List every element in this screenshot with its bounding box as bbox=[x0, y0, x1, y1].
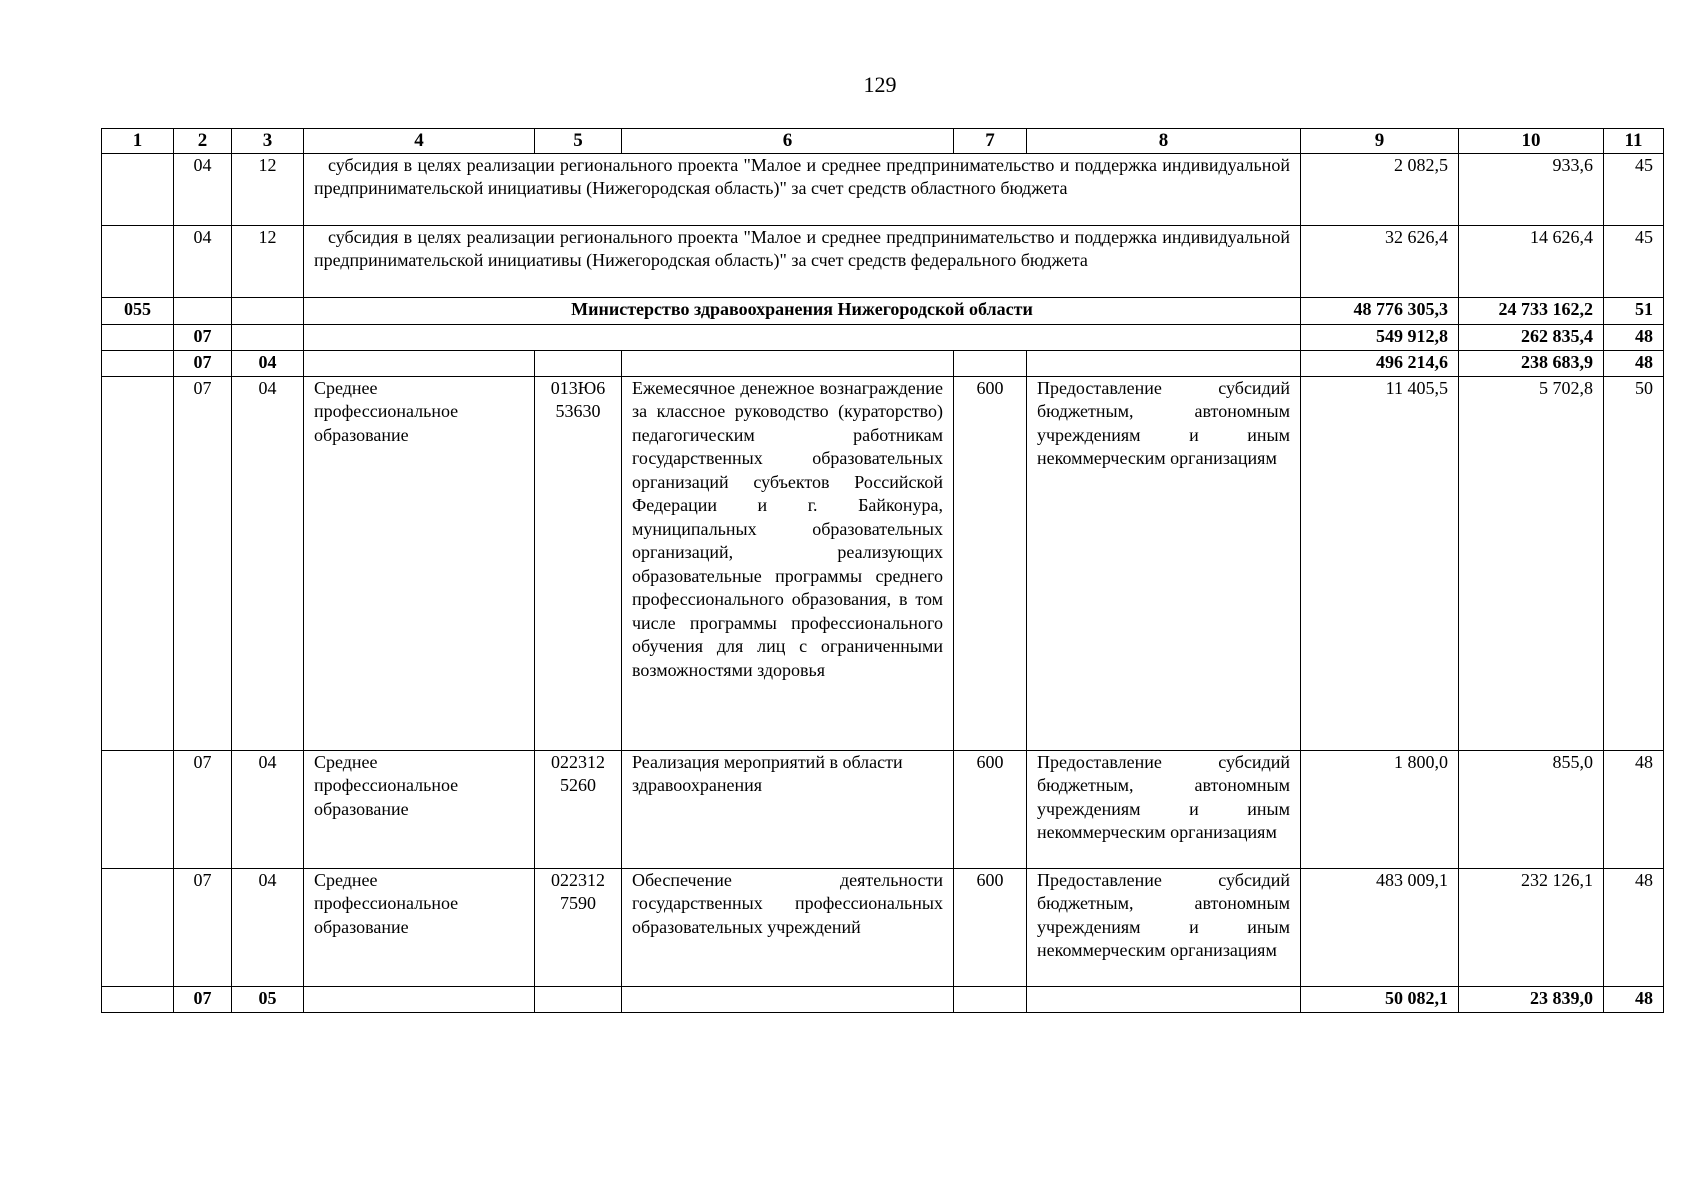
cell-subsection: 04 bbox=[232, 868, 304, 986]
header-cell: 6 bbox=[622, 129, 954, 154]
cell-percent: 48 bbox=[1604, 324, 1664, 350]
cell-expense-name: Предоставление субсидий бюджетным, автономным учреждениям и иным некоммерческим организациям bbox=[1027, 868, 1301, 986]
cell-percent: 48 bbox=[1604, 350, 1664, 376]
header-cell: 1 bbox=[102, 129, 174, 154]
cell-amount-plan: 32 626,4 bbox=[1301, 225, 1459, 297]
cell bbox=[232, 324, 304, 350]
table-row bbox=[102, 225, 1664, 297]
cell-percent: 48 bbox=[1604, 986, 1664, 1012]
cell-subsection: 05 bbox=[232, 986, 304, 1012]
cell-section: 07 bbox=[174, 986, 232, 1012]
cell bbox=[1027, 350, 1301, 376]
cell-ministry-name: Министерство здравоохранения Нижегородской области bbox=[304, 297, 1301, 324]
table-row-subsection bbox=[102, 350, 1664, 376]
cell-section: 07 bbox=[174, 868, 232, 986]
cell-percent: 45 bbox=[1604, 225, 1664, 297]
header-cell: 4 bbox=[304, 129, 535, 154]
cell-target-code: 022312 7590 bbox=[535, 868, 622, 986]
cell-amount-actual: 238 683,9 bbox=[1459, 350, 1604, 376]
header-cell: 7 bbox=[954, 129, 1027, 154]
cell bbox=[102, 153, 174, 225]
header-cell: 8 bbox=[1027, 129, 1301, 154]
cell-subsection: 12 bbox=[232, 153, 304, 225]
cell-expense-type: 600 bbox=[954, 868, 1027, 986]
cell-amount-actual: 23 839,0 bbox=[1459, 986, 1604, 1012]
cell-purpose: Ежемесячное денежное вознаграждение за классное руководство (кураторство) педагогическим работникам государственных образовательных организаций субъектов Российской Федерации и г. Байконура, муниципальных образовательных организаций, реализующих образовательные программы среднего профессионального образования, в том числе программы профессионального обучения для лиц с ограниченными возможностями здоровья bbox=[622, 376, 954, 750]
cell-purpose: Обеспечение деятельности государственных профессиональных образовательных учреждений bbox=[622, 868, 954, 986]
cell-amount-plan: 2 082,5 bbox=[1301, 153, 1459, 225]
header-cell: 11 bbox=[1604, 129, 1664, 154]
cell-amount-plan: 496 214,6 bbox=[1301, 350, 1459, 376]
page-number: 129 bbox=[863, 72, 897, 97]
cell-direction: Среднее профессиональное образование bbox=[304, 376, 535, 750]
cell-amount-plan: 48 776 305,3 bbox=[1301, 297, 1459, 324]
cell bbox=[304, 986, 535, 1012]
table-row bbox=[102, 153, 1664, 225]
cell-amount-actual: 24 733 162,2 bbox=[1459, 297, 1604, 324]
cell bbox=[622, 986, 954, 1012]
table-row-section bbox=[102, 324, 1664, 350]
header-cell: 10 bbox=[1459, 129, 1604, 154]
cell-ministry-code: 055 bbox=[102, 297, 174, 324]
cell bbox=[304, 350, 535, 376]
table-row-subsection bbox=[102, 986, 1664, 1012]
budget-table bbox=[101, 128, 1664, 1013]
cell-subsection: 04 bbox=[232, 750, 304, 868]
cell bbox=[102, 750, 174, 868]
cell-section: 04 bbox=[174, 225, 232, 297]
cell-amount-plan: 11 405,5 bbox=[1301, 376, 1459, 750]
cell-amount-plan: 1 800,0 bbox=[1301, 750, 1459, 868]
cell bbox=[102, 986, 174, 1012]
cell-description: субсидия в целях реализации регионального проекта "Малое и среднее предпринимательство и поддержка индивидуальной предпринимательской инициативы (Нижегородская область)" за счет средств областного бюджета bbox=[304, 153, 1301, 225]
cell-amount-actual: 855,0 bbox=[1459, 750, 1604, 868]
cell-direction: Среднее профессиональное образование bbox=[304, 750, 535, 868]
cell-percent: 50 bbox=[1604, 376, 1664, 750]
cell-description: субсидия в целях реализации регионального проекта "Малое и среднее предпринимательство и поддержка индивидуальной предпринимательской инициативы (Нижегородская область)" за счет средств федерального бюджета bbox=[304, 225, 1301, 297]
cell bbox=[102, 324, 174, 350]
header-row bbox=[102, 129, 1664, 154]
cell-expense-name: Предоставление субсидий бюджетным, автономным учреждениям и иным некоммерческим организациям bbox=[1027, 750, 1301, 868]
cell-section: 07 bbox=[174, 750, 232, 868]
table-row bbox=[102, 750, 1664, 868]
cell-purpose: Реализация мероприятий в области здравоохранения bbox=[622, 750, 954, 868]
header-cell: 9 bbox=[1301, 129, 1459, 154]
table-row bbox=[102, 376, 1664, 750]
cell-subsection: 04 bbox=[232, 350, 304, 376]
header-cell: 5 bbox=[535, 129, 622, 154]
cell-amount-plan: 50 082,1 bbox=[1301, 986, 1459, 1012]
cell bbox=[954, 986, 1027, 1012]
cell-percent: 48 bbox=[1604, 750, 1664, 868]
cell bbox=[535, 350, 622, 376]
cell-percent: 48 bbox=[1604, 868, 1664, 986]
header-cell: 2 bbox=[174, 129, 232, 154]
cell-percent: 45 bbox=[1604, 153, 1664, 225]
cell-section: 07 bbox=[174, 376, 232, 750]
cell-target-code: 013Ю6 53630 bbox=[535, 376, 622, 750]
cell bbox=[102, 868, 174, 986]
cell-expense-type: 600 bbox=[954, 750, 1027, 868]
cell bbox=[102, 350, 174, 376]
cell-amount-actual: 5 702,8 bbox=[1459, 376, 1604, 750]
table-row bbox=[102, 868, 1664, 986]
cell bbox=[232, 297, 304, 324]
cell bbox=[174, 297, 232, 324]
cell-subsection: 12 bbox=[232, 225, 304, 297]
cell bbox=[102, 225, 174, 297]
cell-amount-actual: 262 835,4 bbox=[1459, 324, 1604, 350]
cell bbox=[304, 324, 1301, 350]
cell bbox=[1027, 986, 1301, 1012]
cell-amount-actual: 232 126,1 bbox=[1459, 868, 1604, 986]
header-cell: 3 bbox=[232, 129, 304, 154]
cell-percent: 51 bbox=[1604, 297, 1664, 324]
cell-section: 04 bbox=[174, 153, 232, 225]
cell-direction: Среднее профессиональное образование bbox=[304, 868, 535, 986]
cell bbox=[954, 350, 1027, 376]
cell-amount-plan: 549 912,8 bbox=[1301, 324, 1459, 350]
cell-amount-actual: 933,6 bbox=[1459, 153, 1604, 225]
cell bbox=[535, 986, 622, 1012]
cell-subsection: 04 bbox=[232, 376, 304, 750]
cell-section: 07 bbox=[174, 324, 232, 350]
cell bbox=[622, 350, 954, 376]
cell bbox=[102, 376, 174, 750]
cell-expense-type: 600 bbox=[954, 376, 1027, 750]
table-row-ministry bbox=[102, 297, 1664, 324]
cell-amount-plan: 483 009,1 bbox=[1301, 868, 1459, 986]
cell-expense-name: Предоставление субсидий бюджетным, автономным учреждениям и иным некоммерческим организациям bbox=[1027, 376, 1301, 750]
cell-amount-actual: 14 626,4 bbox=[1459, 225, 1604, 297]
cell-section: 07 bbox=[174, 350, 232, 376]
cell-target-code: 022312 5260 bbox=[535, 750, 622, 868]
